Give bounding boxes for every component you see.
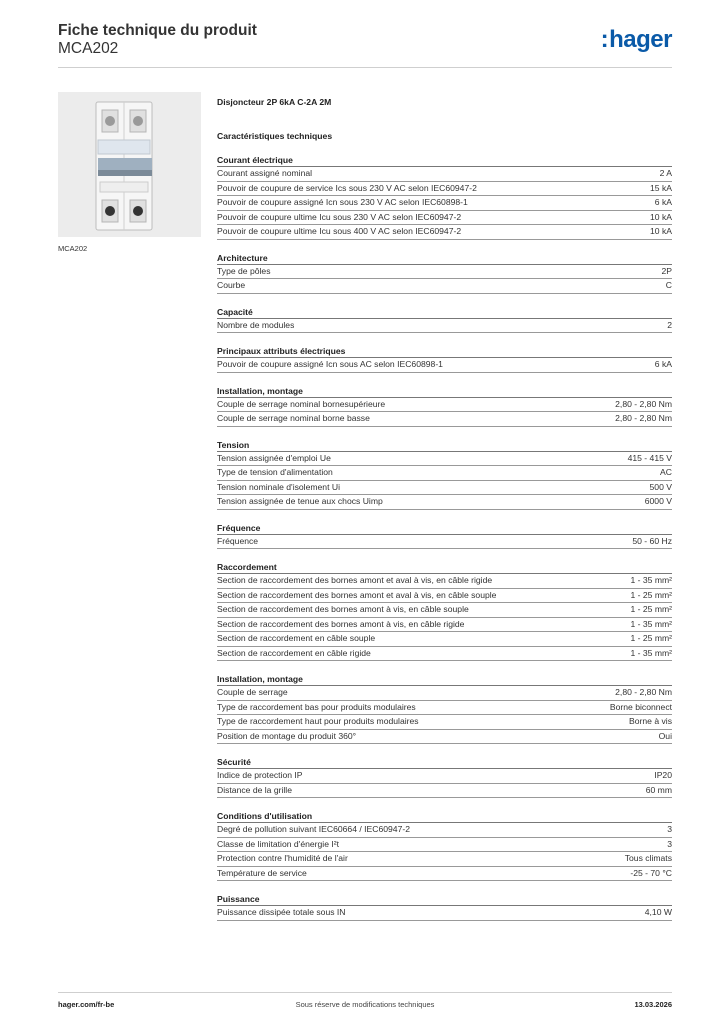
spec-value: C xyxy=(665,280,672,290)
spec-row xyxy=(217,481,672,496)
spec-row xyxy=(217,867,672,882)
spec-row xyxy=(217,852,672,867)
spec-label: Nombre de modules xyxy=(217,319,295,330)
spec-value: 10 kA xyxy=(650,211,672,222)
spec-value: 3 xyxy=(667,838,672,849)
spec-label: Pouvoir de coupure assigné Icn sous AC selon IEC60898-1 xyxy=(217,359,443,369)
spec-row xyxy=(217,211,672,226)
spec-value: Borne à vis xyxy=(629,716,672,726)
spec-row xyxy=(217,730,672,745)
spec-section-title: Puissance xyxy=(217,893,672,906)
spec-row xyxy=(217,632,672,647)
spec-row xyxy=(217,196,672,211)
spec-value: 1 - 35 mm² xyxy=(630,575,672,585)
spec-label: Distance de la grille xyxy=(217,784,292,795)
spec-label: Section de raccordement des bornes amont et aval à vis, en câble souple xyxy=(217,589,497,600)
spec-section xyxy=(217,439,672,510)
spec-row xyxy=(217,225,672,240)
spec-label: Type de raccordement haut pour produits modulaires xyxy=(217,716,419,726)
product-image xyxy=(58,92,201,237)
circuit-breaker-icon xyxy=(58,92,201,237)
document-title: Fiche technique du produit xyxy=(58,22,257,39)
spec-row xyxy=(217,784,672,799)
spec-row xyxy=(217,686,672,701)
spec-row xyxy=(217,618,672,633)
spec-label: Section de raccordement en câble souple xyxy=(217,633,376,643)
spec-label: Fréquence xyxy=(217,535,259,546)
spec-row xyxy=(217,398,672,413)
spec-row xyxy=(217,603,672,618)
spec-label: Section de raccordement des bornes amont à vis, en câble rigide xyxy=(217,618,465,629)
spec-label: Couple de serrage xyxy=(217,687,288,697)
spec-label: Degré de pollution suivant IEC60664 / IEC60947-2 xyxy=(217,824,411,834)
spec-value: 500 V xyxy=(649,481,672,492)
spec-row xyxy=(217,452,672,467)
spec-value: 15 kA xyxy=(650,182,672,193)
spec-section xyxy=(217,673,672,744)
specifications-title: Caractéristiques techniques xyxy=(217,131,333,141)
spec-section xyxy=(217,385,672,427)
spec-label: Section de raccordement des bornes amont à vis, en câble souple xyxy=(217,604,469,614)
spec-value: 1 - 35 mm² xyxy=(630,647,672,658)
spec-section-title: Fréquence xyxy=(217,522,672,535)
spec-label: Tension assignée de tenue aux chocs Uimp xyxy=(217,496,383,506)
spec-section xyxy=(217,154,672,240)
spec-section-title: Capacité xyxy=(217,306,672,319)
spec-label: Tension nominale d'isolement Ui xyxy=(217,481,340,492)
hager-logo: :hager xyxy=(600,26,672,53)
spec-row xyxy=(217,574,672,589)
footer-notice: Sous réserve de modifications techniques xyxy=(295,1000,435,1009)
spec-section-title: Sécurité xyxy=(217,756,672,769)
spec-value: 4,10 W xyxy=(644,907,672,917)
spec-section xyxy=(217,756,672,798)
spec-value: 10 kA xyxy=(650,226,672,236)
spec-label: Couple de serrage nominal bornesupérieure xyxy=(217,398,386,409)
page-footer xyxy=(58,992,672,1012)
spec-section xyxy=(217,561,672,661)
spec-value: 6 kA xyxy=(654,197,672,207)
spec-label: Courant assigné nominal xyxy=(217,168,313,178)
spec-label: Type de raccordement bas pour produits modulaires xyxy=(217,701,416,712)
product-image-caption: MCA202 xyxy=(58,244,88,253)
spec-section-title: Conditions d'utilisation xyxy=(217,810,672,823)
spec-value: 6 kA xyxy=(654,359,672,369)
spec-label: Classe de limitation d'énergie I²t xyxy=(217,838,340,849)
spec-value: 2,80 - 2,80 Nm xyxy=(615,398,672,409)
spec-value: Oui xyxy=(658,730,672,741)
spec-label: Pouvoir de coupure assigné Icn sous 230 V AC selon IEC60898-1 xyxy=(217,197,468,207)
spec-row xyxy=(217,279,672,294)
specification-sections xyxy=(217,154,672,921)
spec-row xyxy=(217,838,672,853)
spec-section-title: Architecture xyxy=(217,252,672,265)
spec-row xyxy=(217,769,672,784)
spec-row xyxy=(217,412,672,427)
spec-label: Position de montage du produit 360° xyxy=(217,730,357,741)
spec-value: Borne biconnect xyxy=(609,701,672,712)
spec-row xyxy=(217,466,672,481)
spec-row xyxy=(217,715,672,730)
spec-section xyxy=(217,810,672,881)
spec-row xyxy=(217,535,672,550)
spec-row xyxy=(217,589,672,604)
spec-section xyxy=(217,345,672,373)
spec-label: Section de raccordement en câble rigide xyxy=(217,647,371,658)
spec-label: Protection contre l'humidité de l'air xyxy=(217,853,348,863)
spec-row xyxy=(217,823,672,838)
spec-section-title: Tension xyxy=(217,439,672,452)
spec-value: 3 xyxy=(667,824,672,834)
spec-label: Pouvoir de coupure ultime Icu sous 400 V AC selon IEC60947-2 xyxy=(217,226,462,236)
spec-label: Tension assignée d'emploi Ue xyxy=(217,452,331,463)
spec-value: AC xyxy=(660,467,672,477)
spec-value: 2 xyxy=(667,319,672,330)
spec-label: Section de raccordement des bornes amont et aval à vis, en câble rigide xyxy=(217,575,493,585)
spec-section xyxy=(217,252,672,294)
logo-text: hager xyxy=(609,26,672,53)
spec-section-title: Installation, montage xyxy=(217,673,672,686)
spec-value: 415 - 415 V xyxy=(627,452,672,463)
spec-row xyxy=(217,495,672,510)
spec-label: Température de service xyxy=(217,867,307,878)
spec-section xyxy=(217,893,672,921)
spec-row xyxy=(217,358,672,373)
footer-website: hager.com/fr-be xyxy=(58,1000,115,1009)
spec-value: 60 mm xyxy=(645,784,672,795)
spec-row xyxy=(217,701,672,716)
spec-section-title: Installation, montage xyxy=(217,385,672,398)
spec-label: Indice de protection IP xyxy=(217,770,303,780)
spec-label: Type de tension d'alimentation xyxy=(217,467,333,477)
spec-row xyxy=(217,182,672,197)
spec-section xyxy=(217,522,672,550)
spec-row xyxy=(217,647,672,662)
spec-value: 1 - 25 mm² xyxy=(630,604,672,614)
document-subtitle: MCA202 xyxy=(58,40,119,57)
spec-label: Courbe xyxy=(217,280,246,290)
spec-section-title: Raccordement xyxy=(217,561,672,574)
spec-value: 50 - 60 Hz xyxy=(632,535,672,546)
spec-label: Couple de serrage nominal borne basse xyxy=(217,413,370,423)
spec-row xyxy=(217,906,672,921)
spec-label: Pouvoir de coupure ultime Icu sous 230 V AC selon IEC60947-2 xyxy=(217,211,462,222)
spec-value: 1 - 35 mm² xyxy=(630,618,672,629)
spec-label: Puissance dissipée totale sous IN xyxy=(217,907,346,917)
spec-value: 2,80 - 2,80 Nm xyxy=(615,413,672,423)
spec-section-title: Principaux attributs électriques xyxy=(217,345,672,358)
spec-value: 6000 V xyxy=(644,496,672,506)
spec-section xyxy=(217,306,672,334)
spec-row xyxy=(217,319,672,334)
spec-value: 2,80 - 2,80 Nm xyxy=(615,687,672,697)
product-name: Disjoncteur 2P 6kA C-2A 2M xyxy=(217,97,332,107)
footer-date: 13.03.2026 xyxy=(634,1000,672,1009)
spec-value: 2 A xyxy=(659,168,672,178)
spec-value: -25 - 70 °C xyxy=(630,867,672,878)
specifications-content xyxy=(217,96,672,921)
spec-value: IP20 xyxy=(654,770,672,780)
spec-row xyxy=(217,265,672,280)
page-header xyxy=(58,22,672,68)
spec-label: Pouvoir de coupure de service Ics sous 230 V AC selon IEC60947-2 xyxy=(217,182,477,193)
spec-value: Tous climats xyxy=(624,853,672,863)
spec-section-title: Courant électrique xyxy=(217,154,672,167)
spec-value: 1 - 25 mm² xyxy=(630,633,672,643)
spec-value: 1 - 25 mm² xyxy=(630,589,672,600)
spec-value: 2P xyxy=(661,265,672,276)
spec-label: Type de pôles xyxy=(217,265,271,276)
spec-row xyxy=(217,167,672,182)
